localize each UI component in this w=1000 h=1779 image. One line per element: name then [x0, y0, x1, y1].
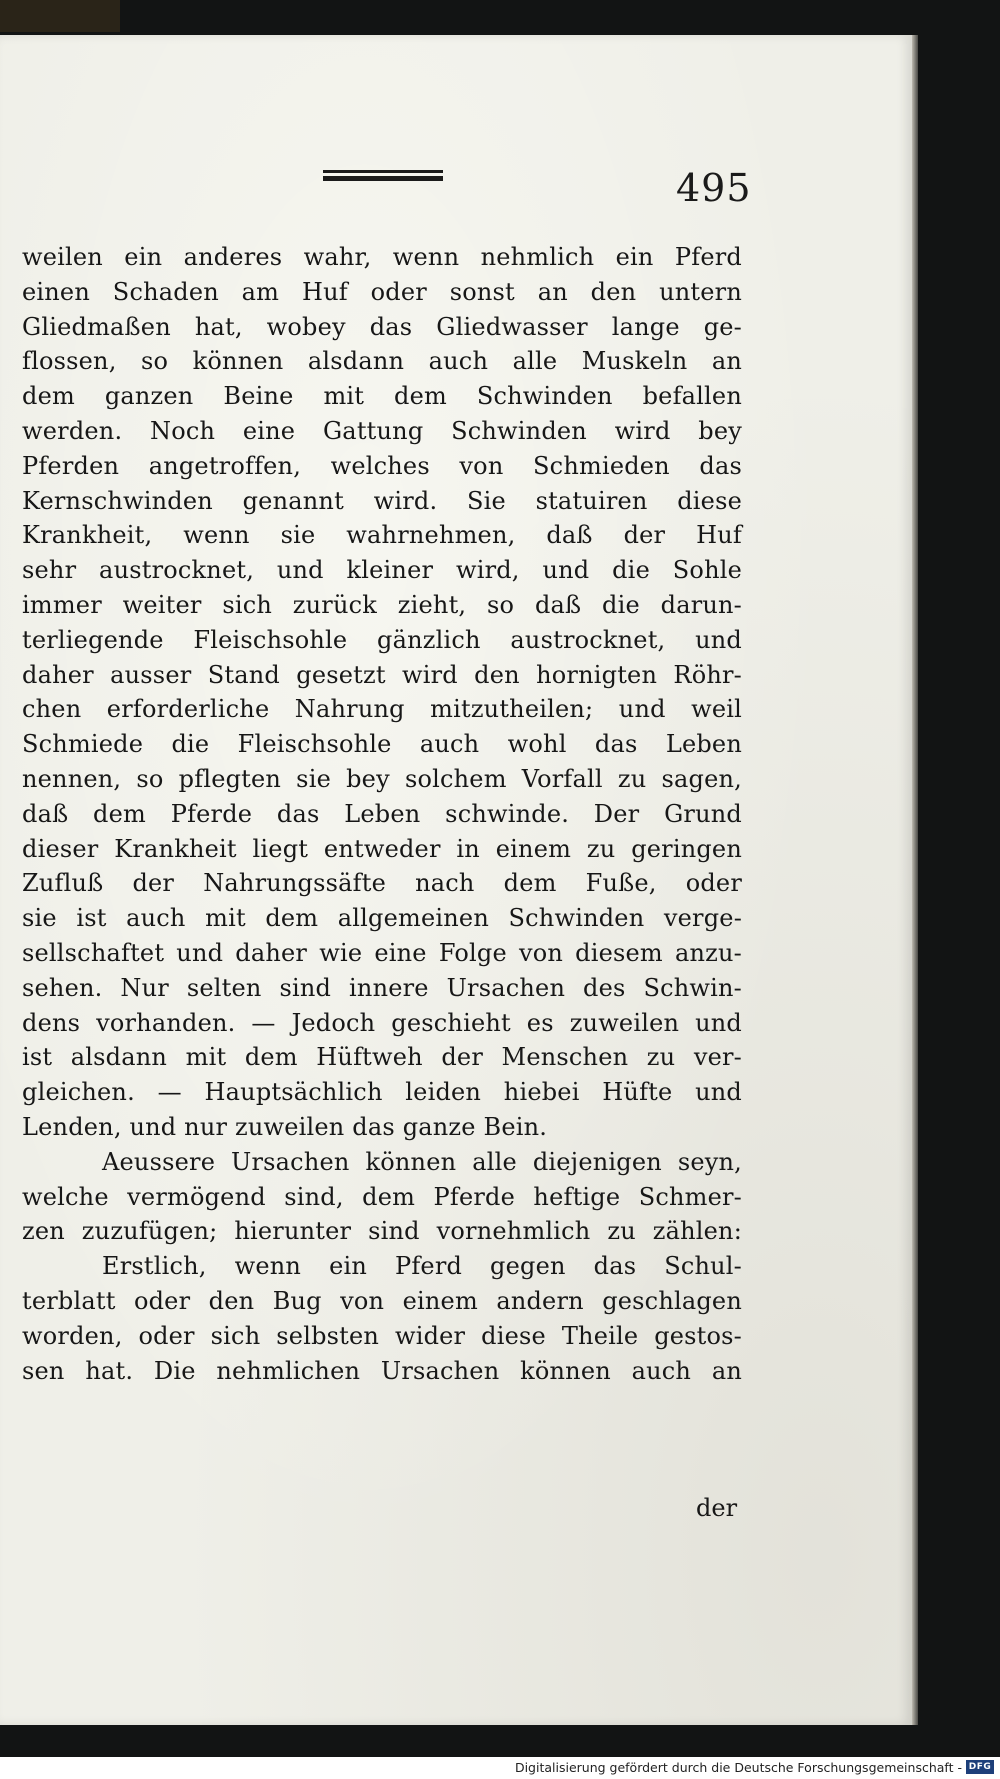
text-line: flossen, so können alsdann auch alle Muskeln an: [22, 347, 742, 376]
footer-bar: [0, 1757, 1000, 1779]
text-line: Aeussere Ursachen können alle diejenigen seyn,: [102, 1147, 742, 1176]
text-line: dem ganzen Beine mit dem Schwinden befallen: [22, 382, 742, 411]
text-line: sehen. Nur selten sind innere Ursachen des Schwin-: [22, 973, 742, 1002]
text-line: sen hat. Die nehmlichen Ursachen können auch an: [22, 1356, 742, 1385]
text-line: Lenden, und nur zuweilen das ganze Bein.: [22, 1112, 548, 1141]
text-line: daß dem Pferde das Leben schwinde. Der Grund: [22, 799, 742, 828]
text-line: immer weiter sich zurück zieht, so daß die darun-: [22, 590, 742, 619]
text-line: sellschaftet und daher wie eine Folge von diesem anzu-: [22, 938, 742, 967]
page-number: 495: [676, 166, 752, 210]
body-text: [22, 240, 742, 1388]
text-line: Schmiede die Fleischsohle auch wohl das Leben: [22, 730, 742, 759]
header-rule: [323, 170, 443, 182]
text-line: einen Schaden am Huf oder sonst an den untern: [22, 277, 742, 306]
text-line: Gliedmaßen hat, wobey das Gliedwasser lange ge-: [22, 312, 742, 341]
catchword: der: [696, 1494, 738, 1522]
text-line: dieser Krankheit liegt entweder in einem zu geringen: [22, 834, 742, 863]
text-line: terblatt oder den Bug von einem andern geschlagen: [22, 1286, 742, 1315]
header-rule-thick: [323, 176, 443, 181]
page-edge: [912, 35, 918, 1725]
text-line: worden, oder sich selbsten wider diese Theile gestos-: [22, 1321, 742, 1350]
text-line: daher ausser Stand gesetzt wird den hornigten Röhr-: [22, 660, 742, 689]
funding-credit: Digitalisierung gefördert durch die Deutsche Forschungsgemeinschaft -: [514, 1760, 962, 1775]
text-line: ist alsdann mit dem Hüftweh der Menschen zu ver-: [22, 1043, 742, 1072]
text-line: dens vorhanden. — Jedoch geschieht es zuweilen und: [22, 1008, 742, 1037]
dfg-logo: DFG: [966, 1760, 994, 1774]
scan-edge: [0, 0, 120, 32]
text-line: Pferden angetroffen, welches von Schmieden das: [22, 451, 742, 480]
text-line: zen zuzufügen; hierunter sind vornehmlich zu zählen:: [22, 1217, 742, 1246]
text-line: weilen ein anderes wahr, wenn nehmlich ein Pferd: [22, 243, 742, 271]
text-line: Kernschwinden genannt wird. Sie statuiren diese: [22, 486, 742, 515]
text-line: chen erforderliche Nahrung mitzutheilen; und weil: [22, 695, 742, 724]
text-line: werden. Noch eine Gattung Schwinden wird bey: [22, 416, 742, 445]
text-line: Krankheit, wenn sie wahrnehmen, daß der Huf: [22, 521, 742, 550]
text-line: terliegende Fleischsohle gänzlich austrocknet, und: [22, 625, 742, 654]
text-line: sehr austrocknet, und kleiner wird, und die Sohle: [22, 556, 742, 585]
header-rule-thin: [323, 170, 443, 173]
text-line: sie ist auch mit dem allgemeinen Schwinden verge-: [22, 904, 742, 933]
text-line: nennen, so pflegten sie bey solchem Vorfall zu sagen,: [22, 764, 742, 793]
text-line: Erstlich, wenn ein Pferd gegen das Schul-: [102, 1252, 742, 1281]
text-line: Zufluß der Nahrungssäfte nach dem Fuße, oder: [22, 869, 742, 898]
text-line: gleichen. — Hauptsächlich leiden hiebei Hüfte und: [22, 1078, 742, 1107]
text-line: welche vermögend sind, dem Pferde heftige Schmer-: [22, 1182, 742, 1211]
